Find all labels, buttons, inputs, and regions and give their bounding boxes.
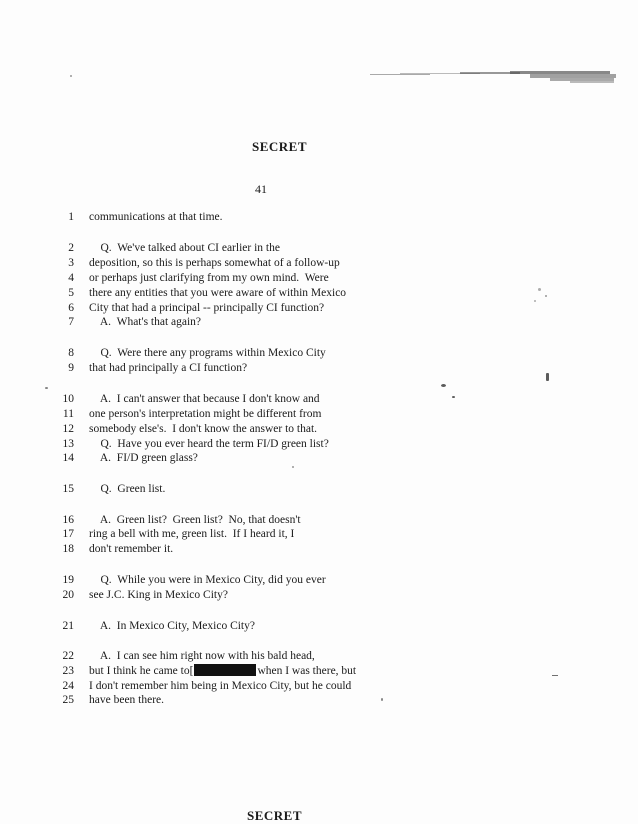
line-number: 21 [62,620,74,632]
line-text: ring a bell with me, green list. If I heard it, I [89,528,295,540]
line-number: 6 [68,302,74,314]
line-text: there any entities that you were aware of within Mexico [89,287,347,299]
line-number: 8 [68,347,74,359]
line-text: see J.C. King in Mexico City? [89,589,228,601]
scan-speck [381,698,383,701]
scan-speck [552,675,558,676]
line-number: 25 [62,694,74,706]
scan-speck [538,288,541,291]
line-number: 20 [62,589,74,601]
line-text: A. FI/D green glass? [89,452,198,464]
line-number: 7 [68,316,74,328]
scan-speck [70,75,72,77]
line-number: 3 [68,257,74,269]
line-text: communications at that time. [89,211,223,223]
scan-speck [545,295,547,297]
line-number: 17 [62,528,74,540]
line-text: City that had a principal -- principally CI function? [89,302,325,314]
scan-speck [441,384,446,387]
line-text: A. In Mexico City, Mexico City? [89,620,255,632]
classification-header: SECRET [252,139,308,154]
line-number: 24 [62,680,74,692]
line-text: don't remember it. [89,543,174,555]
line-text: A. I can see him right now with his bald head, [89,650,315,662]
line-number: 19 [62,574,74,586]
scan-speck [452,396,455,398]
line-text: Q. While you were in Mexico City, did you ever [89,574,326,586]
line-number: 1 [68,211,74,223]
line-text: I don't remember him being in Mexico City, but he could [89,680,352,692]
line-number: 5 [68,287,74,299]
line-text: that had principally a CI function? [89,362,248,374]
classification-footer: SECRET [247,808,303,823]
line-number: 4 [68,272,74,284]
line-text: one person's interpretation might be different from [89,408,322,420]
line-number: 23 [62,665,74,677]
line-text: Q. Have you ever heard the term FI/D green list? [89,438,329,450]
redaction-box [194,664,256,676]
line-number: 2 [68,242,74,254]
scan-speck [292,466,294,468]
line-text-after-redaction: when I was there, but [257,665,357,677]
page-number: 41 [255,182,267,196]
line-number: 10 [62,393,74,405]
line-text: have been there. [89,694,165,706]
line-number: 11 [62,408,74,420]
line-text: A. Green list? Green list? No, that doesn't [89,514,301,526]
line-text: A. What's that again? [89,316,202,328]
line-text [89,664,356,678]
line-number: 13 [62,438,74,450]
line-number: 14 [62,452,74,464]
line-number: 16 [62,514,74,526]
line-number: 22 [62,650,74,662]
line-text: or perhaps just clarifying from my own mind. Were [89,272,329,284]
line-number: 9 [68,362,74,374]
line-text-before-redaction: but I think he came to[ [89,665,194,677]
line-text: deposition, so this is perhaps somewhat of a follow-up [89,257,340,269]
line-number: 15 [62,483,74,495]
line-text: Q. Green list. [89,483,166,495]
scan-speck [45,387,48,389]
scan-speck [534,300,536,302]
line-text: A. I can't answer that because I don't know and [89,393,320,405]
line-text: Q. Were there any programs within Mexico City [89,347,326,359]
scan-speck [546,373,549,381]
line-number: 12 [62,423,74,435]
line-number: 18 [62,543,74,555]
line-text: Q. We've talked about CI earlier in the [89,242,280,254]
line-text: somebody else's. I don't know the answer to that. [89,423,318,435]
